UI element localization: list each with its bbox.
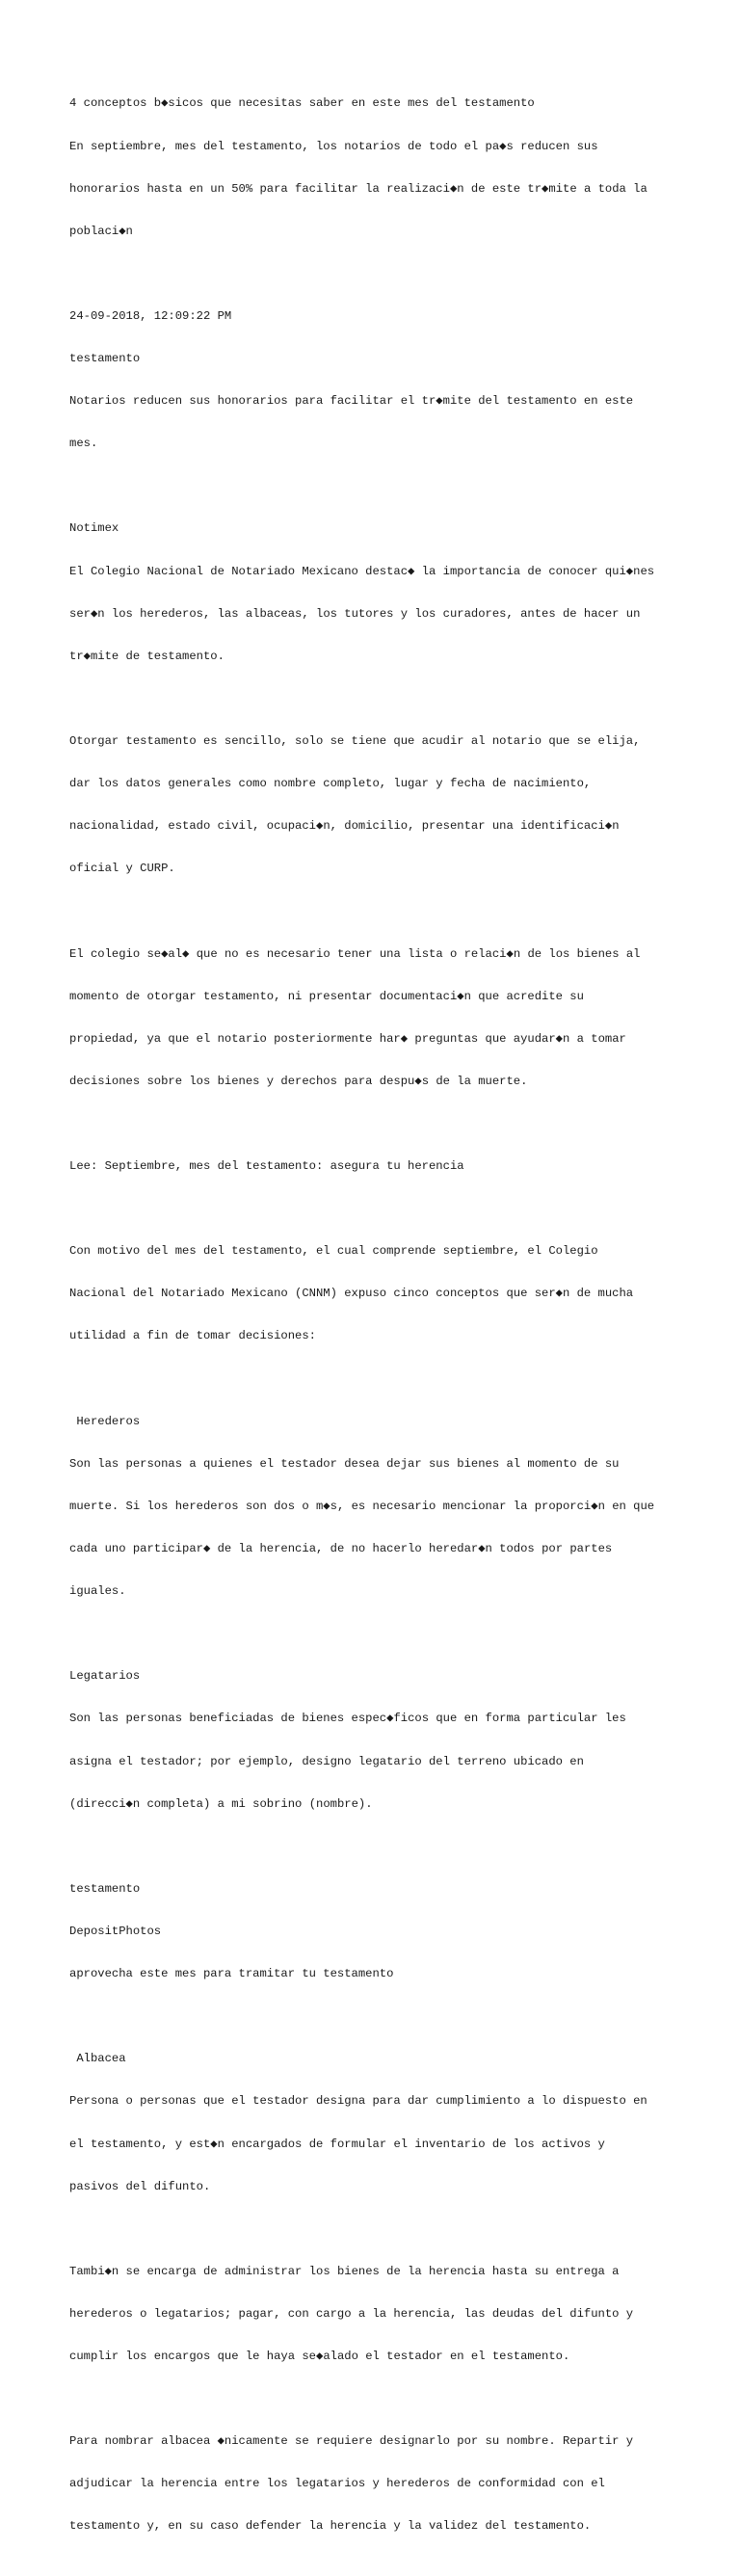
text-line: decisiones sobre los bienes y derechos para despu◆s de la muerte. — [69, 1074, 528, 1088]
text-line: El colegio se◆al◆ que no es necesario tener una lista o relaci◆n de los bienes al — [69, 946, 641, 961]
text-line: mes. — [69, 437, 98, 451]
timestamp: 24-09-2018, 12:09:22 PM — [69, 308, 232, 323]
paragraph-image-caption — [69, 1853, 686, 2009]
section-heading: Albacea — [69, 2052, 126, 2066]
paragraph-legatarios — [69, 1641, 686, 1840]
text-line: oficial y CURP. — [69, 862, 175, 876]
text-line: cumplir los encargos que le haya se◆alado el testador en el testamento. — [69, 2350, 570, 2364]
text-line: (direcci◆n completa) a mi sobrino (nombre). — [69, 1796, 373, 1811]
paragraph-albacea — [69, 2024, 686, 2222]
caption-credit: DepositPhotos — [69, 1924, 162, 1938]
text-line: dar los datos generales como nombre completo, lugar y fecha de nacimiento, — [69, 777, 592, 791]
text-line: Tambi◆n se encarga de administrar los bienes de la herencia hasta su entrega a — [69, 2264, 620, 2278]
text-line: Con motivo del mes del testamento, el cual comprende septiembre, el Colegio — [69, 1244, 598, 1259]
text-line: Persona o personas que el testador designa para dar cumplimiento a lo dispuesto en — [69, 2094, 648, 2109]
text-line: cada uno participar◆ de la herencia, de no hacerlo heredar◆n todos por partes — [69, 1542, 613, 1556]
text-line: asigna el testador; por ejemplo, designo legatario del terreno ubicado en — [69, 1754, 584, 1768]
text-line: ser◆n los herederos, las albaceas, los tutores y los curadores, antes de hacer un — [69, 606, 641, 621]
text-line: propiedad, ya que el notario posteriormente har◆ preguntas que ayudar◆n a tomar — [69, 1031, 626, 1046]
document-body — [69, 68, 686, 2576]
text-line: el testamento, y est◆n encargados de formular el inventario de los activos y — [69, 2137, 605, 2151]
section-heading: Herederos — [69, 1414, 141, 1428]
paragraph-colegio — [69, 918, 686, 1117]
caption-text: aprovecha este mes para tramitar tu testamento — [69, 1967, 394, 1981]
text-line: Otorgar testamento es sencillo, solo se tiene que acudir al notario que se elija, — [69, 734, 641, 748]
text-line: nacionalidad, estado civil, ocupaci◆n, domicilio, presentar una identificaci◆n — [69, 819, 620, 834]
section-heading: Legatarios — [69, 1669, 141, 1684]
text-line: iguales. — [69, 1584, 126, 1599]
text-line: muerte. Si los herederos son dos o m◆s, es necesario mencionar la proporci◆n en que — [69, 1499, 655, 1513]
text-line: pasivos del difunto. — [69, 2179, 211, 2193]
source-label: Notimex — [69, 521, 119, 536]
text-line: Son las personas beneficiadas de bienes espec◆ficos que en forma particular les — [69, 1712, 626, 1726]
text-line: tr◆mite de testamento. — [69, 649, 225, 663]
headline-title: 4 conceptos b◆sicos que necesitas saber en este mes del testamento — [69, 96, 535, 111]
text-line: El Colegio Nacional de Notariado Mexicano destac◆ la importancia de conocer qui◆nes — [69, 564, 655, 578]
text-line: momento de otorgar testamento, ni presentar documentaci◆n que acredite su — [69, 989, 584, 1003]
paragraph-herederos — [69, 1386, 686, 1627]
paragraph-headline — [69, 68, 686, 267]
text-line: testamento y, en su caso defender la herencia y la validez del testamento. — [69, 2519, 592, 2534]
text-line: utilidad a fin de tomar decisiones: — [69, 1329, 316, 1343]
text-line: poblaci◆n — [69, 224, 133, 238]
paragraph-source — [69, 493, 686, 692]
tag-label: testamento — [69, 352, 141, 366]
related-link-text: Lee: Septiembre, mes del testamento: asegura tu herencia — [69, 1159, 464, 1174]
text-line: Nacional del Notariado Mexicano (CNNM) expuso cinco conceptos que ser◆n de mucha — [69, 1287, 634, 1301]
paragraph-meta — [69, 281, 686, 480]
text-line: honorarios hasta en un 50% para facilitar la realizaci◆n de este tr◆mite a toda la — [69, 181, 648, 196]
paragraph-lee — [69, 1131, 686, 1203]
paragraph-motivo — [69, 1216, 686, 1372]
text-line: Son las personas a quienes el testador desea dejar sus bienes al momento de su — [69, 1456, 620, 1471]
paragraph-otorgar — [69, 706, 686, 905]
paragraph-nombrar — [69, 2406, 686, 2563]
text-line: adjudicar la herencia entre los legatarios y herederos de conformidad con el — [69, 2477, 605, 2491]
text-line: Notarios reducen sus honorarios para facilitar el tr◆mite del testamento en este — [69, 394, 634, 409]
text-line: herederos o legatarios; pagar, con cargo a la herencia, las deudas del difunto y — [69, 2306, 634, 2321]
text-line: En septiembre, mes del testamento, los notarios de todo el pa◆s reducen sus — [69, 139, 598, 153]
caption-tag: testamento — [69, 1881, 141, 1896]
text-line: Para nombrar albacea ◆nicamente se requiere designarlo por su nombre. Repartir y — [69, 2434, 634, 2449]
paragraph-tambien — [69, 2236, 686, 2392]
